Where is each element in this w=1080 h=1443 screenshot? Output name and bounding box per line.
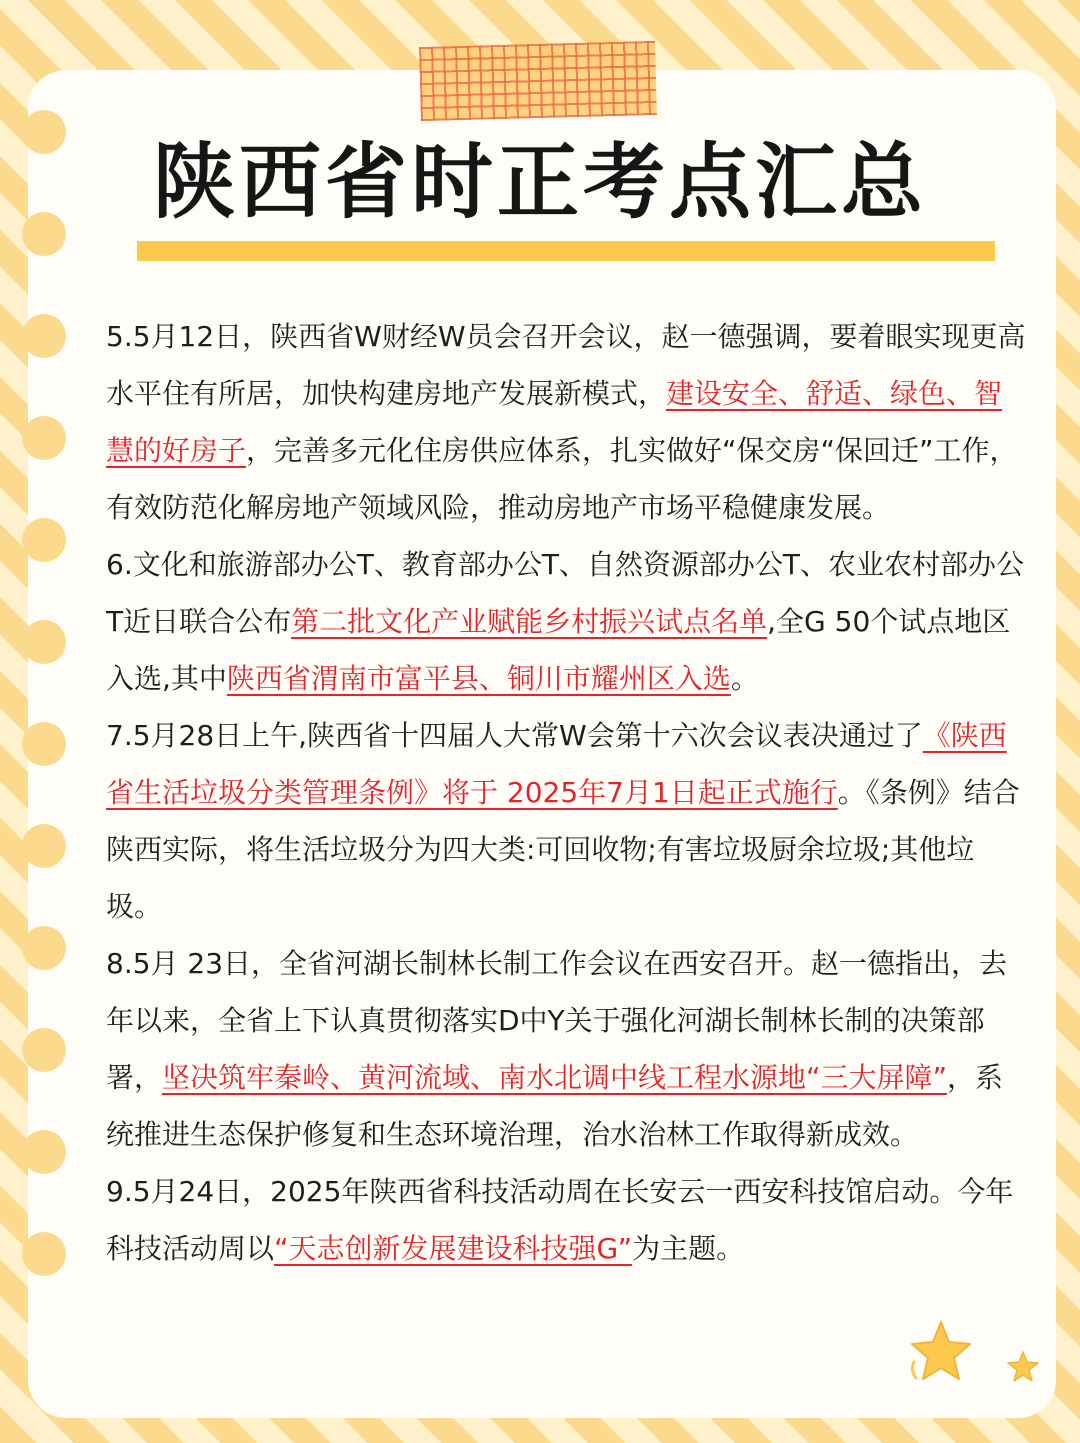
notebook-hole (22, 518, 66, 562)
highlighted-text: “天志创新发展建设科技强G” (274, 1232, 633, 1265)
highlighted-text: 第二批文化产业赋能乡村振兴试点名单 (291, 605, 768, 638)
notebook-hole (22, 1028, 66, 1072)
title-underline-bar (137, 241, 995, 261)
notebook-hole (22, 824, 66, 868)
body-text: 8.5月 23日，全省河湖长制林长制工作会议在西安召开。赵一德指出，去年以来，全省上下认真贯彻落实D中Y关于强化河湖长制林长制的决策部署， (106, 947, 1008, 1094)
body-text: 。 (730, 662, 759, 695)
body-text: 9.5月24日，2025年陕西省科技活动周在长安云一西安科技馆启动。今年科技活动周以 (106, 1175, 1014, 1265)
notebook-hole (22, 314, 66, 358)
page-title: 陕西省时正考点汇总 (152, 135, 927, 230)
news-item (106, 935, 1026, 1163)
news-item (106, 707, 1026, 935)
body-text: 5.5月12日，陕西省W财经W员会召开会议，赵一德强调，要着眼实现更高水平住有所居，加快构建房地产发展新模式， (106, 320, 1026, 410)
washi-tape (419, 41, 657, 121)
news-item (106, 308, 1026, 536)
body-text: ，系统推进生态保护修复和生态环境治理，治水治林工作取得新成效。 (106, 1061, 1004, 1151)
notebook-hole (22, 1130, 66, 1174)
notebook-hole (22, 926, 66, 970)
notebook-hole (22, 620, 66, 664)
highlighted-text: 建设安全、舒适、绿色、智慧的好房子 (106, 377, 1003, 467)
body-text: 6.文化和旅游部办公T、教育部办公T、自然资源部办公T、农业农村部办公T近日联合公布 (106, 548, 1025, 638)
body-text: 为主题。 (632, 1232, 745, 1265)
notebook-hole (22, 722, 66, 766)
star-icon (908, 1318, 974, 1384)
notebook-hole (22, 416, 66, 460)
body-text: 7.5月28日上午,陕西省十四届人大常W会第十六次会议表决通过了 (106, 719, 923, 752)
highlighted-text: 陕西省渭南市富平县、铜川市耀州区入选 (226, 662, 731, 695)
highlighted-text: 坚决筑牢秦岭、黄河流域、南水北调中线工程水源地“三大屏障” (162, 1061, 948, 1094)
body-text: ，完善多元化住房供应体系，扎实做好“保交房“保回迁”工作，有效防范化解房地产领域风险，推动房地产市场平稳健康发展。 (106, 434, 1018, 524)
highlighted-text: 《陕西省生活垃圾分类管理条例》将于 2025年7月1日起正式施行 (106, 719, 1007, 809)
news-item (106, 536, 1026, 707)
body-text: 。《条例》结合陕西实际，将生活垃圾分为四大类:可回收物;有害垃圾厨余垃圾;其他垃圾。 (106, 776, 1020, 923)
body-text: ,全G 50个试点地区入选,其中 (106, 605, 1011, 695)
article-body (106, 308, 1026, 1277)
notebook-hole (22, 1232, 66, 1276)
small-star-icon (1006, 1350, 1040, 1384)
news-item (106, 1163, 1026, 1277)
